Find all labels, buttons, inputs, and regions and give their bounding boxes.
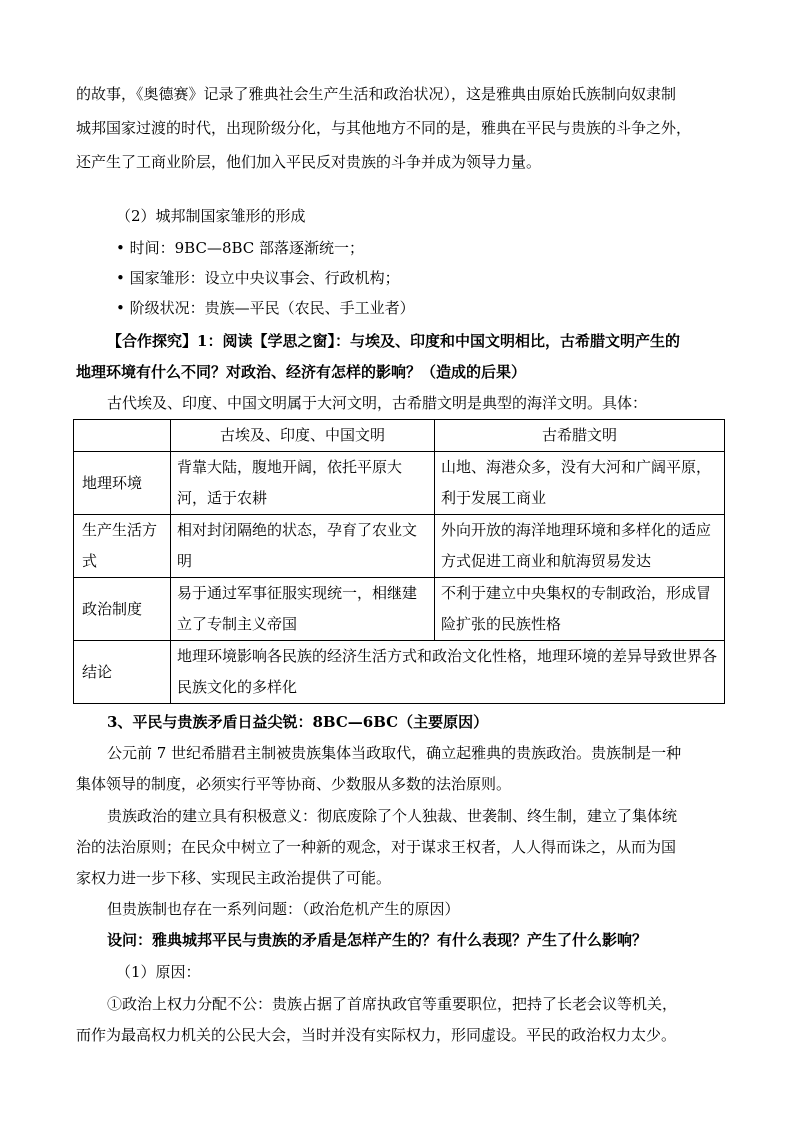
section3-p1-line-2: 集体领导的制度，必须实行平等协商、少数服从多数的法治原则。 — [76, 775, 512, 793]
section3-p2-line-1: 贵族政治的建立具有积极意义：彻底废除了个人独裁、世袭制、终生制，建立了集体统 — [107, 807, 678, 825]
section3-p2-line-2: 治的法治原则；在民众中树立了一种新的观念，对于谋求王权者，人人得而诛之，从而为国 — [76, 838, 677, 856]
reason1-line-2: 而作为最高权力机关的公民大会，当时并没有实际权力，形同虚设。平民的政治权力太少。 — [76, 1026, 677, 1044]
row-label-geography: 地理环境 — [74, 452, 171, 515]
table-header-river-civilizations: 古埃及、印度、中国文明 — [171, 420, 435, 452]
inquiry-question-line-1: 【合作探究】1：阅读【学思之窗】：与埃及、印度和中国文明相比，古希腊文明产生的 — [107, 332, 680, 350]
section3-p1-line-1: 公元前 7 世纪希腊君主制被贵族集体当政取代，确立起雅典的贵族政治。贵族制是一种 — [107, 744, 682, 762]
cell-geography-river: 背靠大陆，腹地开阔，依托平原大河，适于农耕 — [171, 452, 435, 515]
section3-question: 设问：雅典城邦平民与贵族的矛盾是怎样产生的？有什么表现？产生了什么影响？ — [107, 931, 648, 949]
reason-heading: （1）原因： — [116, 963, 201, 981]
row-label-lifestyle: 生产生活方式 — [74, 515, 171, 578]
row-label-politics: 政治制度 — [74, 578, 171, 641]
cell-conclusion: 地理环境影响各民族的经济生活方式和政治文化性格，地理环境的差异导致世界各民族文化的多样化 — [171, 641, 725, 704]
section2-bullet-time: • 时间：9BC—8BC 部落逐渐统一； — [116, 239, 365, 257]
table-row — [74, 578, 725, 641]
table-row-conclusion — [74, 641, 725, 704]
table-row — [74, 515, 725, 578]
reason1-line-1: ①政治上权力分配不公：贵族占据了首席执政官等重要职位，把持了长老会议等机关， — [107, 995, 678, 1013]
cell-lifestyle-river: 相对封闭隔绝的状态，孕育了农业文明 — [171, 515, 435, 578]
cell-lifestyle-greek: 外向开放的海洋地理环境和多样化的适应方式促进工商业和航海贸易发达 — [435, 515, 725, 578]
section3-p3: 但贵族制也存在一系列问题：（政治危机产生的原因） — [107, 900, 460, 918]
cell-politics-greek: 不利于建立中央集权的专制政治，形成冒险扩张的民族性格 — [435, 578, 725, 641]
cell-geography-greek: 山地、海港众多，没有大河和广阔平原，利于发展工商业 — [435, 452, 725, 515]
inquiry-question-line-2: 地理环境有什么不同？对政治、经济有怎样的影响？（造成的后果） — [76, 363, 527, 381]
intro-line-3: 还产生了工商业阶层，他们加入平民反对贵族的斗争并成为领导力量。 — [76, 153, 542, 171]
inquiry-answer: 古代埃及、印度、中国文明属于大河文明，古希腊文明是典型的海洋文明。具体： — [107, 394, 648, 412]
section3-heading: 3、平民与贵族矛盾日益尖锐：8BC—6BC（主要原因） — [107, 713, 489, 731]
cell-politics-river: 易于通过军事征服实现统一，相继建立了专制主义帝国 — [171, 578, 435, 641]
intro-line-1: 的故事，《奥德赛》记录了雅典社会生产生活和政治状况），这是雅典由原始氏族制向奴隶制 — [76, 85, 677, 103]
table-header-row — [74, 420, 725, 452]
table-header-greek-civilization: 古希腊文明 — [435, 420, 725, 452]
section2-bullet-state: • 国家雏形：设立中央议事会、行政机构； — [116, 269, 400, 287]
comparison-table — [73, 419, 725, 704]
section2-heading: （2）城邦制国家雏形的形成 — [116, 207, 306, 225]
table-header-empty — [74, 420, 171, 452]
table-row — [74, 452, 725, 515]
section3-p2-line-3: 家权力进一步下移、实现民主政治提供了可能。 — [76, 869, 392, 887]
section2-bullet-class: • 阶级状况：贵族—平民（农民、手工业者） — [116, 299, 415, 317]
intro-line-2: 城邦国家过渡的时代，出现阶级分化，与其他地方不同的是，雅典在平民与贵族的斗争之外， — [76, 119, 692, 137]
row-label-conclusion: 结论 — [74, 641, 171, 704]
